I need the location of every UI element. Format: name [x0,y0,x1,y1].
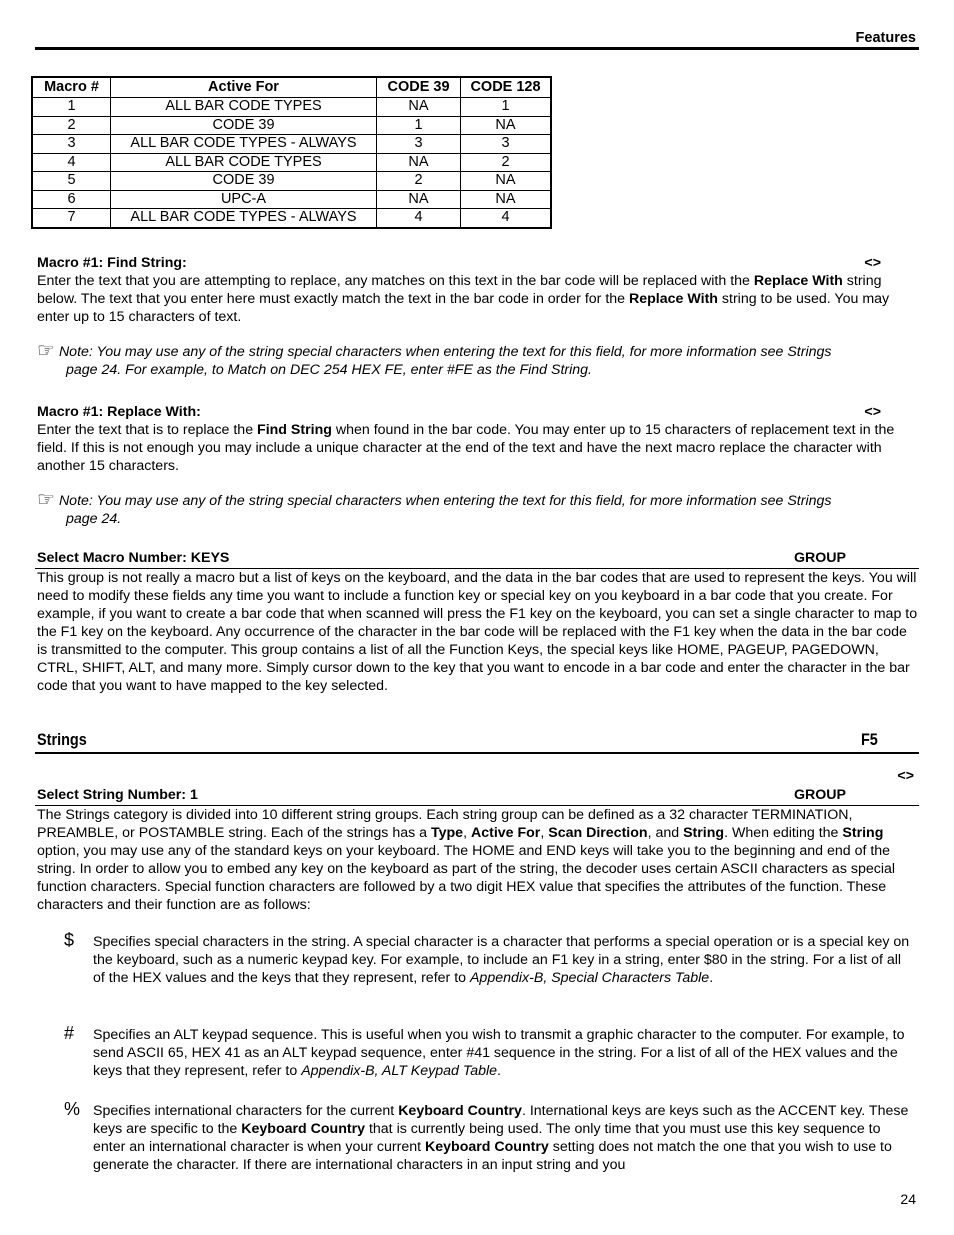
replace-with-note [37,491,921,528]
body-text: The Strings category is divided into 10 different string groups. Each string group can be defined as a 32 character TERMINATION, PREAMBLE, or POSTAMBLE string. Each of the strings has a [37,807,853,841]
note-text: Note: You may use any of the string special characters when entering the text for this field, for more information see Strings [58,493,832,509]
table-cell: CODE 39 [111,172,377,191]
body-text: Enter the text that is to replace the [37,422,258,438]
body-bold: Find String [257,422,332,438]
select-macro-heading-text: Select Macro Number: KEYS [37,550,230,566]
table-cell: 7 [32,209,111,228]
hash-symbol: # [64,1023,75,1043]
section-rule-thick [35,752,919,754]
table-cell: 3 [377,135,461,154]
table-row [32,135,551,154]
note-text: page 24. For example, to Match on DEC 254 HEX FE, enter #FE as the Find String. [66,362,592,378]
find-string-heading [37,254,921,272]
hash-description [93,1026,915,1080]
find-string-heading-text: Macro #1: Find String: [37,255,187,271]
table-cell: 3 [32,135,111,154]
table-cell: ALL BAR CODE TYPES [111,98,377,117]
body-text: . [709,970,714,986]
table-row [32,172,551,191]
replace-with-body [37,421,921,475]
table-row [32,153,551,172]
body-text: option, you may use any of the standard keys on your keyboard. The HOME and END keys will take you to the beginning and end of the string. In order to allow you to embed any key on the keyboard as part of the string, the decoder uses certain ASCII characters as special function characters. Special function characters are followed by a two digit HEX value that specifies the attributes of the function. These characters and their function are as follows: [37,843,896,913]
appendix-reference: Appendix-B, ALT Keypad Table [301,1063,498,1079]
body-text: Specifies an ALT keypad sequence. This is useful when you wish to transmit a graphic character to the computer. For example, to send ASCII 65, HEX 41 as an ALT keypad sequence, enter #41 sequence in the string. For a list of all of the HEX values and the keys that they represent, refer to [93,1027,905,1079]
section-key: F5 [861,730,878,749]
table-row [32,98,551,117]
body-bold: Active For [470,825,541,841]
body-text: . When editing the [724,825,843,841]
body-text: setting does not match the one that you wish to use to generate the character. If there are international characters in an input string and you [93,1139,892,1173]
body-bold: Keyboard Country [398,1103,522,1119]
replace-with-heading [37,403,921,421]
table-row [32,209,551,228]
find-string-tag: <> [864,255,881,271]
column-header: Macro # [32,77,111,98]
body-text: string below. The text that you enter here must exactly match the text in the bar code in order for the [37,273,882,307]
page-number: 24 [900,1191,916,1207]
body-text: . [497,1063,501,1079]
percent-symbol: % [64,1099,81,1119]
body-text: that is currently being used. The only time that you must use this key sequence to enter an international character is when your current [93,1121,881,1155]
table-cell: NA [377,190,461,209]
body-text: , [540,825,549,841]
body-text: , [463,825,471,841]
body-bold: Keyboard Country [241,1121,366,1137]
table-cell: NA [377,98,461,117]
section-title: Strings [37,730,87,749]
body-text: Specifies special characters in the string. A special character is a character that performs a special operation or is a special key on the keyboard, such as a numeric keypad key. For example, to include an F1 key in a string, enter $80 in the string. For a list of all of the HEX values and the keys that they represent, refer to [93,934,910,986]
find-string-body [37,272,921,326]
replace-with-tag: <> [864,404,881,420]
table-cell: NA [461,116,552,135]
select-macro-heading [37,549,921,567]
table-cell: 3 [461,135,552,154]
body-text: . International keys are keys such as the ACCENT key. These keys are specific to the [93,1103,909,1137]
macro-table [31,76,552,229]
body-bold: String [842,825,884,841]
select-string-heading-text: Select String Number: 1 [37,787,198,803]
table-cell: 2 [377,172,461,191]
select-macro-body: This group is not really a macro but a list of keys on the keyboard, and the data in the bar codes that are used to represent the keys. You will need to modify these fields any time you want to include a function key or special key on you keyboard in a bar code that you create. For example, if you want to create a bar code that when scanned will press the F1 key on the keyboard, you can set a single character to map to the F1 key on the keyboard. Any occurrence of the character in the bar code will be replaced with the F1 key when the data in the bar code is transmitted to the computer. This group contains a list of all the Function Keys, the special keys like HOME, PAGEUP, PAGEDOWN, CTRL, SHIFT, ALT, and many more. Simply cursor down to the key that you want to encode in a bar code and enter the character in the bar code that you want to have mapped to the key selected. [37,570,918,694]
header-rule [35,47,919,50]
column-header: CODE 39 [377,77,461,98]
body-bold: Scan Direction [548,825,648,841]
select-string-group-tag: GROUP [793,787,846,803]
body-bold: Replace With [629,291,718,307]
table-cell: 1 [461,98,552,117]
pointing-hand-icon: ☞ [37,489,55,511]
table-cell: 1 [377,116,461,135]
table-cell: 6 [32,190,111,209]
table-row [32,116,551,135]
page-header-title: Features [855,30,916,46]
table-cell: UPC-A [111,190,377,209]
column-header: Active For [111,77,377,98]
table-cell: NA [377,153,461,172]
body-text: when found in the bar code. You may enter up to 15 characters of replacement text in the field. If this is not enough you may include a unique character at the end of the text and have the next macro replace the character with another 15 characters. [37,422,895,474]
select-string-heading [37,786,921,804]
select-string-tag: <> [897,768,914,784]
body-bold: Type [431,825,464,841]
table-cell: 2 [32,116,111,135]
column-header: CODE 128 [461,77,552,98]
table-cell: ALL BAR CODE TYPES [111,153,377,172]
replace-with-heading-text: Macro #1: Replace With: [37,404,201,420]
find-string-note [37,342,921,379]
table-cell: 2 [461,153,552,172]
dollar-symbol: $ [64,930,75,950]
note-text: page 24. [66,511,122,527]
table-cell: 5 [32,172,111,191]
body-text: , and [647,825,684,841]
table-cell: NA [461,172,552,191]
table-cell: ALL BAR CODE TYPES - ALWAYS [111,209,377,228]
table-cell: 4 [461,209,552,228]
body-bold: Replace With [753,273,843,289]
appendix-reference: Appendix-B, Special Characters Table [469,970,710,986]
body-bold: Keyboard Country [425,1139,549,1155]
body-text: Enter the text that you are attempting to replace, any matches on this text in the bar code will be replaced with the [37,273,754,289]
table-cell: 1 [32,98,111,117]
table-cell: CODE 39 [111,116,377,135]
table-row [32,190,551,209]
select-string-body [37,806,921,914]
dollar-description [93,933,915,987]
table-header-row [32,77,551,98]
pointing-hand-icon: ☞ [37,340,55,362]
body-text: string to be used. You may enter up to 15 characters of text. [37,291,890,325]
body-text: Specifies international characters for the current [93,1103,399,1119]
select-macro-tag: GROUP [793,550,846,566]
note-text: Note: You may use any of the string special characters when entering the text for this field, for more information see Strings [58,344,832,360]
body-bold: String [683,825,725,841]
table-cell: ALL BAR CODE TYPES - ALWAYS [111,135,377,154]
table-cell: 4 [32,153,111,172]
table-cell: NA [461,190,552,209]
percent-description [93,1102,915,1174]
table-cell: 4 [377,209,461,228]
